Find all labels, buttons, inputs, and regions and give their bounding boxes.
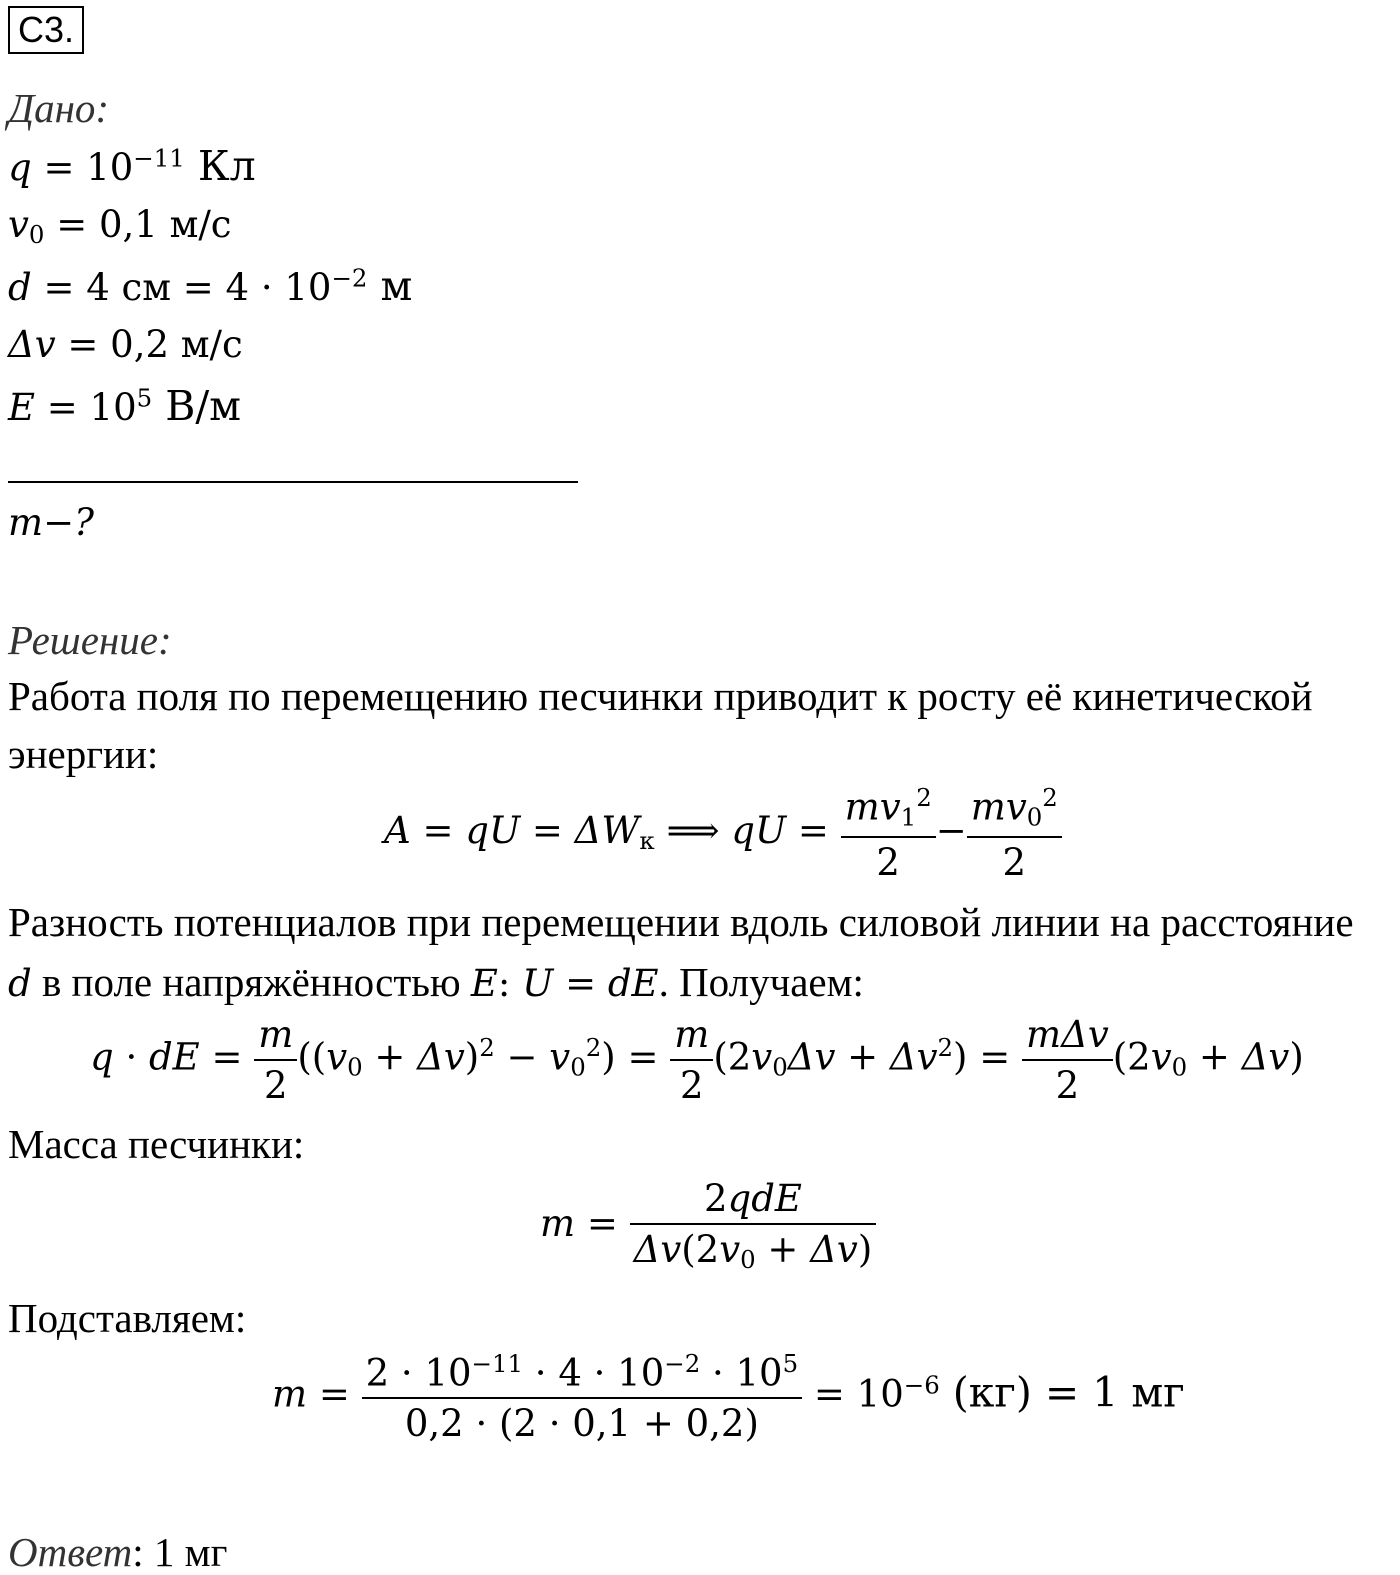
given-line-dv: Δv = 0,2 м/с (8, 323, 243, 366)
substitute-label: Подставляем: (8, 1295, 247, 1341)
given-heading: Дано: (8, 85, 110, 131)
mass-label: Масса песчинки: (8, 1121, 305, 1167)
equation-expansion: q · dE = $\frac{m}{2}$ $((v_0 + \Delta v)^2 - v_0^2)$ = $\frac{m}{2}$ $(2v_0\Delta v + \Delta v^2)$ = $\frac{\text{mΔv}}{2}$ $(2v_0 + \Delta v)$ (90, 1013, 1304, 1107)
solution-para1-line2: энергии: (8, 731, 159, 777)
equation-substitution: m = $\frac{2 \cdot 10^{-11} \cdot 4 \cdot 10^{-2} \cdot 10^5}{0,2 \cdot (2 \cdot 0,1 + 0,2)}$ = $10^{-6}$ (кг) = 1 мг (272, 1349, 1185, 1446)
solution-para2-line2: d в поле напряжённостью E: U = dE. Получаем: (8, 959, 864, 1005)
given-line-d: d = 4 см = $4 \cdot 10^{-2}$ м (8, 262, 413, 310)
solution-para1-line1: Работа поля по перемещению песчинки приводит к росту её кинетической (8, 673, 1313, 719)
answer-line: Ответ: 1 мг (8, 1529, 228, 1575)
solution-para2-line1: Разность потенциалов при перемещении вдоль силовой линии на расстояние (8, 899, 1354, 945)
given-line-v0: $v_0 = 0,1$ м/с (8, 203, 232, 250)
equation-mass: m = $\frac{\text{2qdE}}{\Delta v(2v_0 + \Delta v)}$ (540, 1180, 876, 1273)
given-divider (8, 481, 578, 483)
equation-work-energy: A = qU = $\Delta W_к$ ⟹ qU = $\frac{mv_1^2}{2}$ − $\frac{mv_0^2}{2}$ (384, 786, 1062, 881)
find-line: m−? (8, 501, 94, 544)
given-line-E: $E = 10^5$ В/м (8, 382, 242, 430)
solution-heading: Решение: (8, 617, 172, 663)
given-line-q: $q = 10^{-11}$ Кл (8, 142, 256, 190)
problem-number: С3. (8, 6, 84, 54)
